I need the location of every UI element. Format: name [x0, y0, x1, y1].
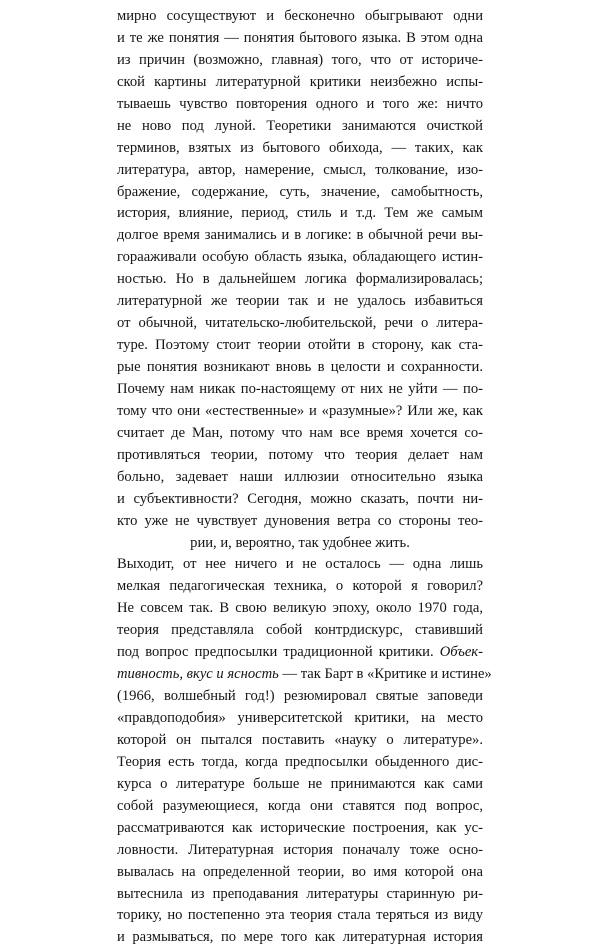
text-line: тываешь чувство повторения одного и того же: ничто — [117, 95, 483, 112]
text-line: мирно сосуществуют и бесконечно обыгрывают одни — [117, 8, 483, 24]
text-line-with-italic — [117, 664, 492, 686]
text-line: Почему нам никак по-настоящему от них не уйти — по- — [117, 380, 483, 397]
text-line: торику, но постепенно эта теория стала теряться из виду — [117, 907, 483, 924]
line-text: под вопрос предпосылки традиционной критики. — [117, 644, 434, 661]
body-text — [117, 6, 492, 949]
text-line-with-italic — [117, 642, 483, 664]
text-line: «правдоподобия» университетской критики, на место — [117, 710, 483, 726]
text-line: собой разумеющиеся, когда они ставятся под вопрос, — [117, 797, 483, 814]
text-line: не ново под луной. Теоретики занимаются очисткой — [117, 117, 483, 134]
text-line: история, влияние, период, стиль и т.д. Тем же самым — [117, 205, 483, 222]
text-line: Выходит, от нее ничего и не осталось — одна лишь — [117, 556, 483, 573]
text-line: от обычной, читательско-любительской, речи о литера- — [117, 315, 483, 332]
italic-phrase: Объек- — [439, 644, 483, 661]
text-line: литературной же теории так и не удалось избавиться — [117, 293, 483, 310]
text-line: литература, автор, намерение, смысл, толкование, изо- — [117, 161, 483, 178]
line-text: — так Барт в «Критике и истине» — [278, 666, 492, 683]
text-line: Теория есть тогда, когда предпосылки обыденного дис- — [117, 753, 483, 770]
text-line: ностью. Но в дальнейшем логика формализировалась; — [117, 271, 483, 288]
text-line: считает де Ман, потому что нам все время хочется со- — [117, 424, 483, 441]
text-line: тому что они «естественные» и «разумные»? Или же, как — [117, 402, 483, 419]
text-line: (1966, волшебный год!) резюмировал святые заповеди — [117, 688, 483, 705]
text-line: вывалась на определенной теории, во имя которой она — [117, 863, 483, 880]
text-line: бражение, содержание, суть, значение, самобытность, — [117, 183, 483, 200]
text-line: противляться теории, потому что теория делает нам — [117, 446, 483, 463]
text-line: горааживали особую область языка, обладающего истин- — [117, 249, 483, 266]
text-line: Не совсем так. В свою великую эпоху, около 1970 года, — [117, 600, 483, 617]
text-line: ской картины литературной критики неизбежно испы- — [117, 73, 483, 90]
text-line: рые понятия возникают вновь в целости и сохранности. — [117, 359, 483, 375]
text-line: и субъективности? Сегодня, можно сказать, почти ни- — [117, 490, 483, 507]
text-line: больно, задевает наши иллюзии относительно языка — [117, 468, 483, 485]
text-line: и размываться, по мере того как литературная история — [117, 929, 483, 946]
text-line: долгое время занимались и в логике: в обычной речи вы- — [117, 227, 483, 244]
text-line: теория представляла собой контрдискурс, ставивший — [117, 622, 483, 639]
text-line: мелкая педагогическая техника, о которой я говорил? — [117, 578, 483, 595]
text-line: кто уже не чувствует дуновения ветра со стороны тео- — [117, 512, 483, 529]
text-line: туре. Поэтому стоит теории отойти в сторону, как ста- — [117, 337, 483, 354]
text-line: которой он пытался поставить «науку о литературе». — [117, 731, 483, 748]
text-line: вытеснила из преподавания литературы старинную ри- — [117, 885, 483, 902]
text-line: из причин (возможно, главная) того, что от историче- — [117, 51, 483, 68]
text-line: курса о литературе больше не принимаются как сами — [117, 775, 483, 792]
text-line: ловности. Литературная история поначалу тоже осно- — [117, 841, 483, 858]
text-line: терминов, взятых из бытового обихода, — таких, как — [117, 139, 483, 156]
paragraph-end-line: рии, и, вероятно, так удобнее жить. — [190, 534, 410, 551]
italic-phrase: тивность, вкус и ясность — [117, 666, 279, 683]
text-line: рассматриваются как исторические построения, как ус- — [117, 819, 483, 836]
text-line: и те же понятия — понятия бытового языка. В этом одна — [117, 29, 483, 46]
